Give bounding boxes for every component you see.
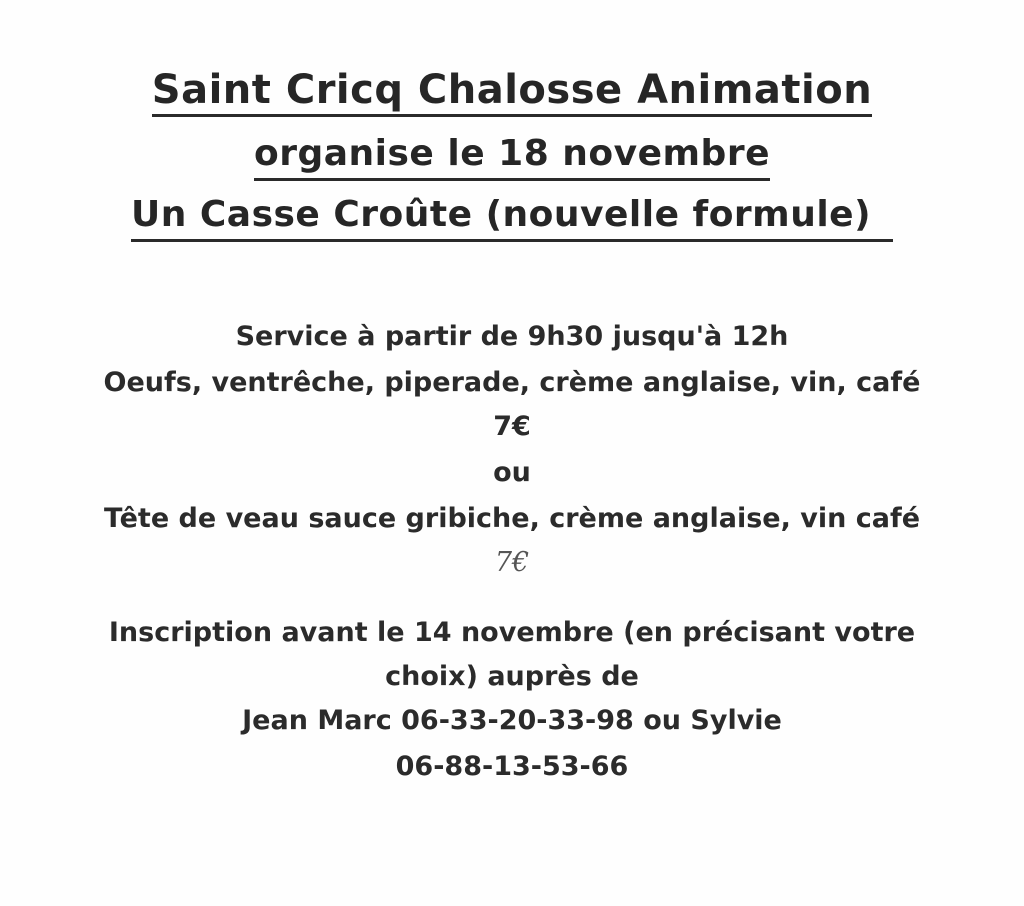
event-block [0, 193, 1024, 242]
registration-line-1: Inscription avant le 14 novembre (en précisant votre [108, 617, 916, 648]
event-name-heading: Un Casse Croûte (nouvelle formule) [131, 193, 893, 242]
date-block [0, 132, 1024, 181]
menu-option-2: Tête de veau sauce gribiche, crème anglaise, vin café [103, 503, 921, 534]
title-block [0, 68, 1024, 117]
event-date-heading: organise le 18 novembre [254, 132, 770, 181]
menu-option-1: Oeufs, ventrêche, piperade, crème anglaise, vin, café [103, 367, 921, 398]
contact-line-2: 06-88-13-53-66 [395, 751, 629, 782]
menu-separator: ou [493, 457, 531, 488]
organization-title: Saint Cricq Chalosse Animation [152, 68, 872, 117]
menu-price-2: 7€ [494, 547, 530, 578]
service-hours: Service à partir de 9h30 jusqu'à 12h [235, 321, 789, 352]
contact-line-1: Jean Marc 06-33-20-33-98 ou Sylvie [242, 705, 782, 736]
registration-line-2: choix) auprès de [385, 661, 639, 692]
menu-price-1: 7€ [493, 411, 531, 442]
